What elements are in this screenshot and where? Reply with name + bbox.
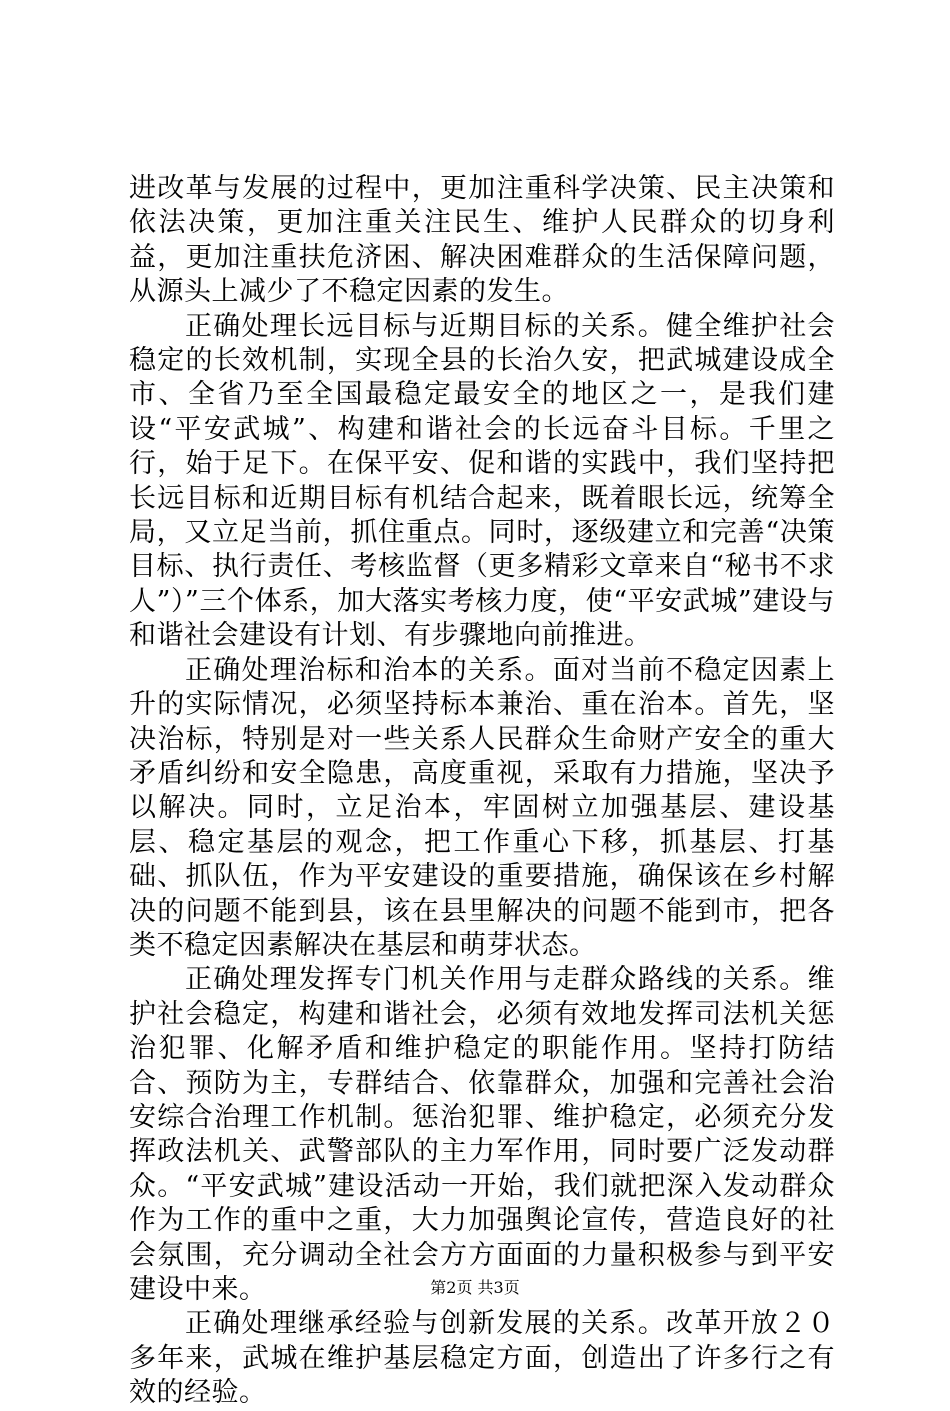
paragraph-long-short-term-goals: 正确处理长远目标与近期目标的关系。健全维护社会稳定的长效机制，实现全县的长治久安，把武城建设成全市、全省乃至全国最稳定最安全的地区之一，是我们建设“平安武城”、构建和谐社会的长远奋斗目标。千里之行，始于足下。在保平安、促和谐的实践中，我们坚持把长远目标和近期目标有机结合起来，既着眼长远，统筹全局，又立足当前，抓住重点。同时，逐级建立和完善“决策目标、执行责任、考核监督（更多精彩文章来自“秘书不求人”）”三个体系，加大落实考核力度，使“平安武城”建设与和谐社会建设有计划、有步骤地向前推进。: [129, 310, 835, 652]
document-body: [129, 172, 835, 1411]
paragraph-specialized-agencies-mass-line: 正确处理发挥专门机关作用与走群众路线的关系。维护社会稳定，构建和谐社会，必须有效地发挥司法机关惩治犯罪、化解矛盾和维护稳定的职能作用。坚持打防结合、预防为主，专群结合、依靠群众，加强和完善社会治安综合治理工作机制。惩治犯罪、维护稳定，必须充分发挥政法机关、武警部队的主力军作用，同时要广泛发动群众。“平安武城”建设活动一开始，我们就把深入发动群众作为工作的重中之重，大力加强舆论宣传，营造良好的社会氛围，充分调动全社会方方面面的力量积极参与到平安建设中来。: [129, 964, 835, 1305]
paragraph-continuation: 进改革与发展的过程中，更加注重科学决策、民主决策和依法决策，更加注重关注民生、维护人民群众的切身利益，更加注重扶危济困、解决困难群众的生活保障问题，从源头上减少了不稳定因素的发生。: [129, 173, 835, 308]
paragraph-experience-innovation: 正确处理继承经验与创新发展的关系。改革开放２０多年来，武城在维护基层稳定方面，创造出了许多行之有效的经验。: [129, 1308, 835, 1409]
page-number-footer: 第2页 共3页: [430, 1278, 520, 1297]
paragraph-symptoms-root-causes: 正确处理治标和治本的关系。面对当前不稳定因素上升的实际情况，必须坚持标本兼治、重在治本。首先，坚决治标，特别是对一些关系人民群众生命财产安全的重大矛盾纠纷和安全隐患，高度重视，采取有力措施，坚决予以解决。同时，立足治本，牢固树立加强基层、建设基层、稳定基层的观念，把工作重心下移，抓基层、打基础、抓队伍，作为平安建设的重要措施，确保该在乡村解决的问题不能到县，该在县里解决的问题不能到市，把各类不稳定因素解决在基层和萌芽状态。: [129, 654, 835, 961]
